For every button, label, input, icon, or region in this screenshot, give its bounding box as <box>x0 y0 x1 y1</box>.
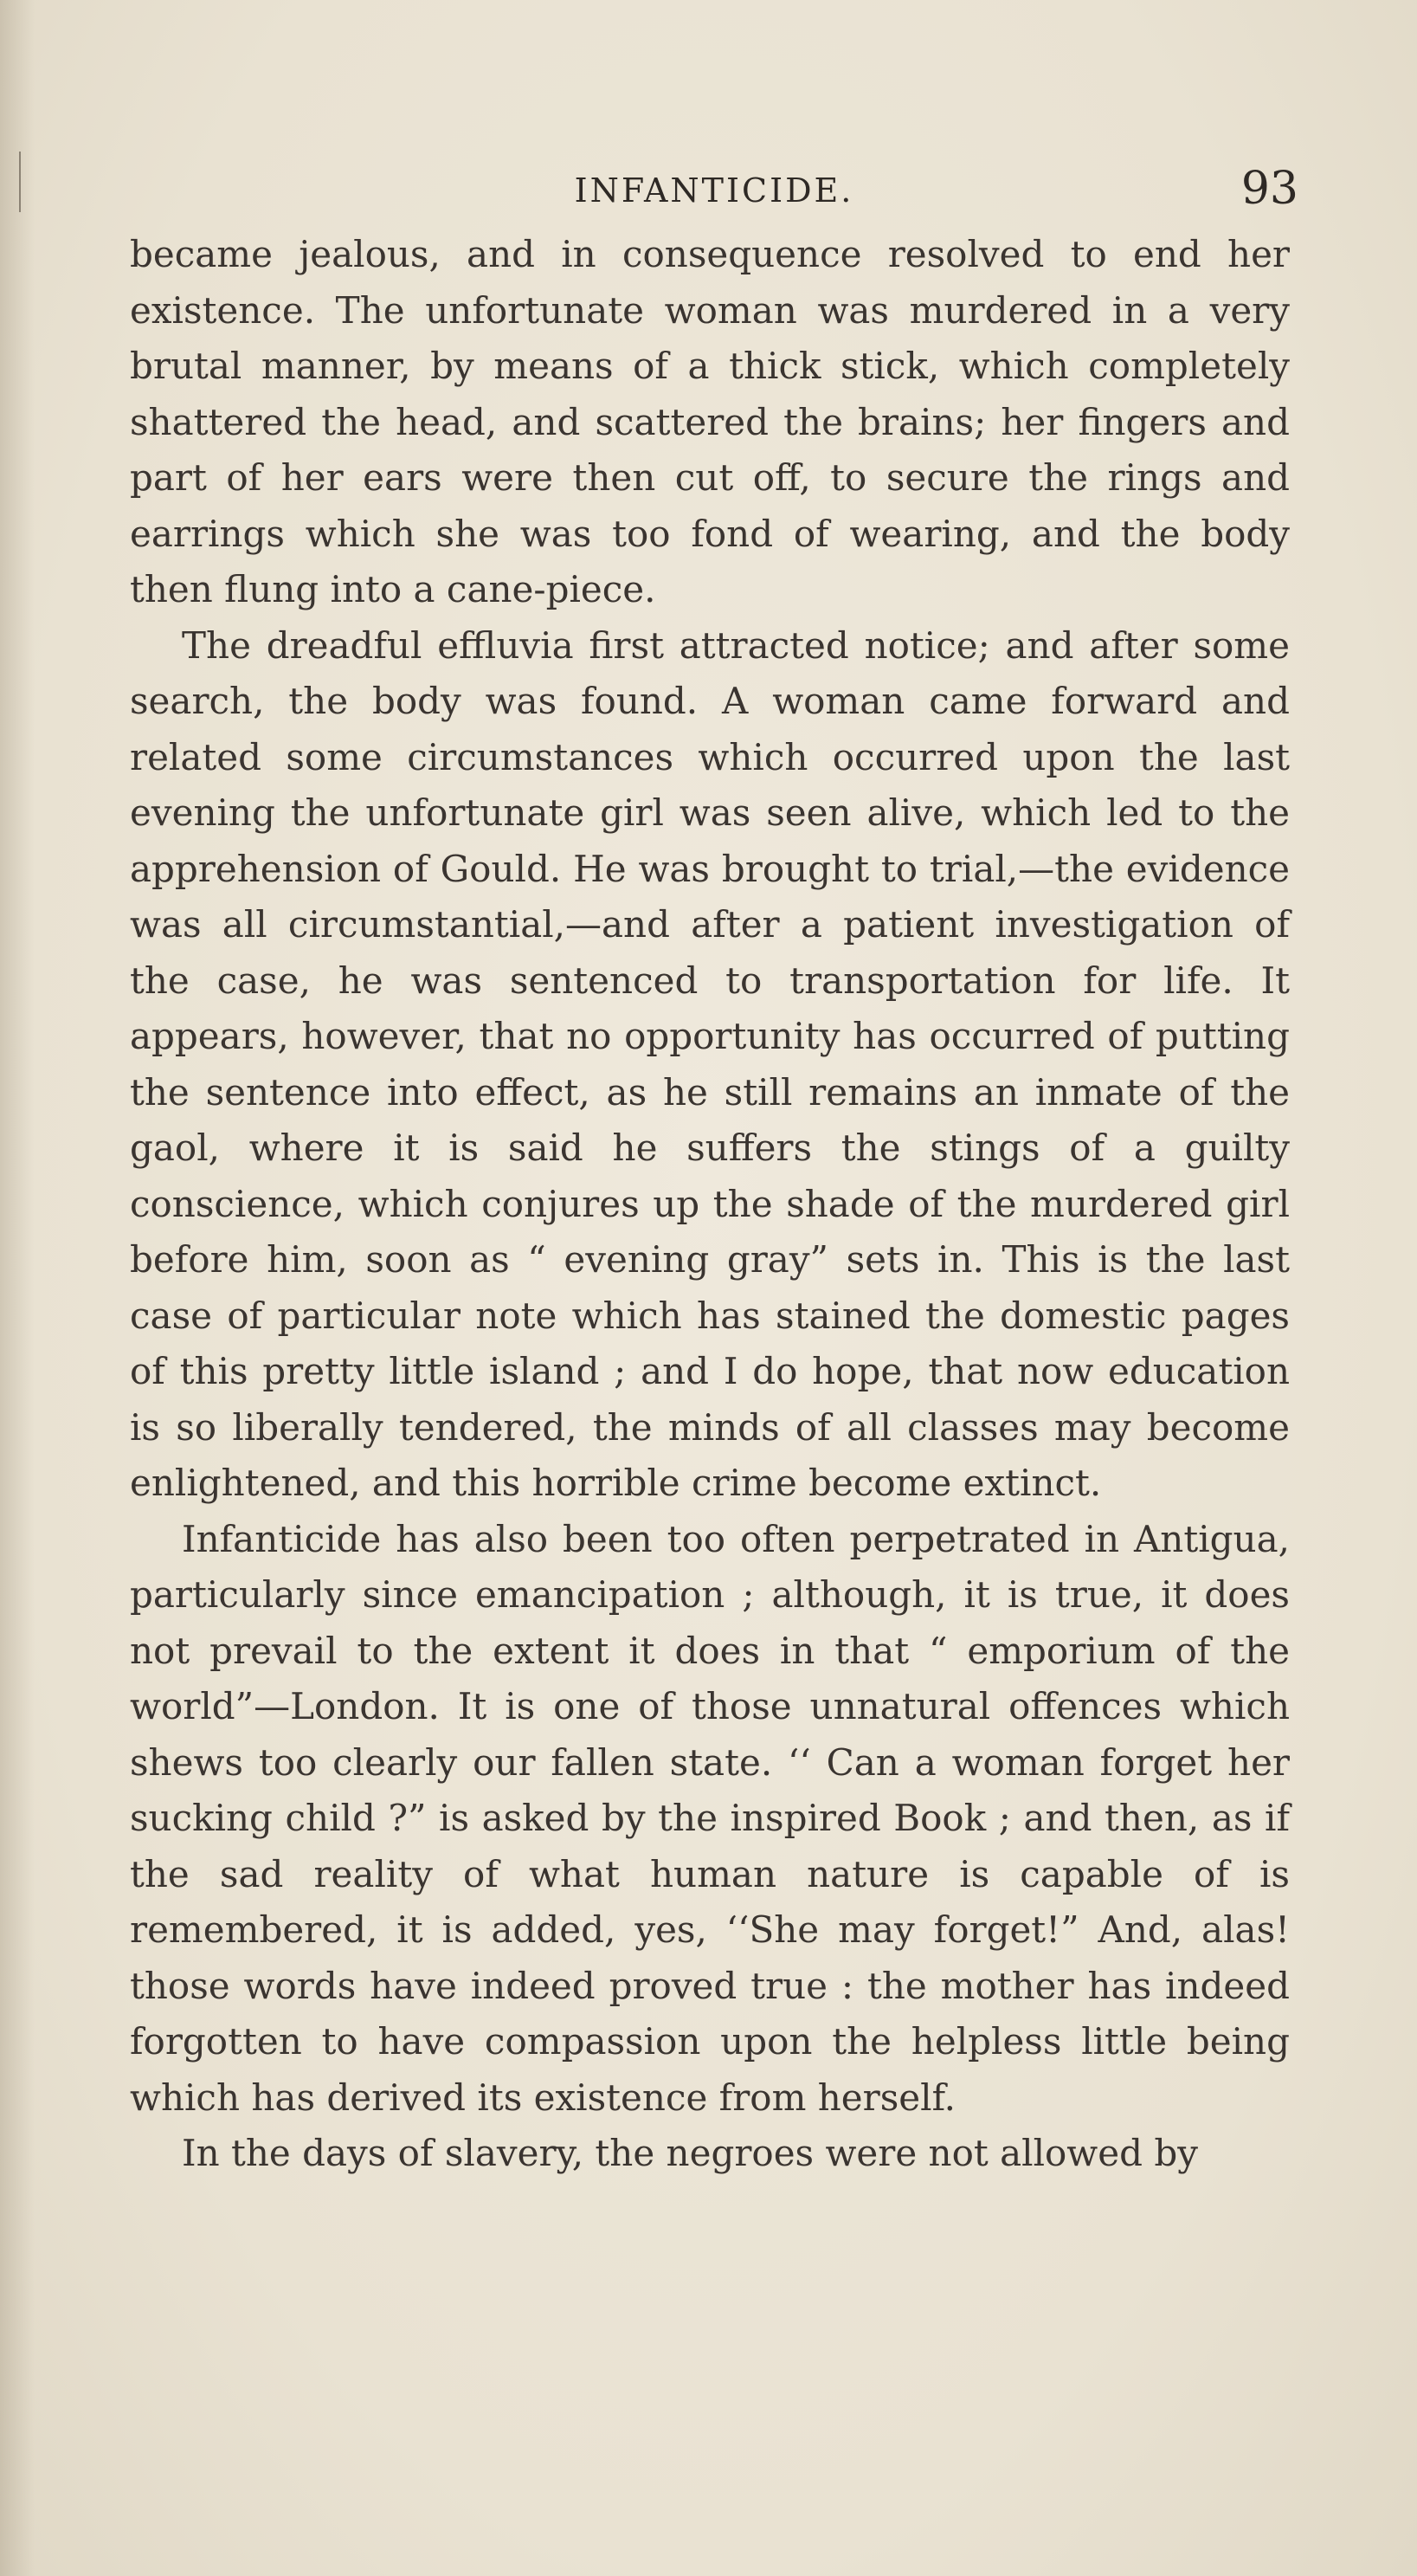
body-text <box>130 227 1290 2182</box>
page-header <box>130 163 1298 215</box>
page-number: 93 <box>1240 163 1298 215</box>
gutter-shadow <box>0 0 35 2576</box>
gutter-mark <box>19 152 21 212</box>
paragraph-4: In the days of slavery, the negroes were not allowed by <box>182 2132 1198 2174</box>
paragraph-3: Infanticide has also been too often perpetrated in Antigua, particularly since emancipation ; although, it is true, it does not prevail to the extent it does in that “ emporium of the world”—London. It is one of those unnatural offences which shews too clearly our fallen state. ‘‘ Can a woman forget her sucking child ?” is asked by the inspired Book ; and then, as if the sad reality of what human nature is capable of is remembered, it is added, yes, ‘‘She may forget!” And, alas! those words have indeed proved true : the mother has indeed forgotten to have compassion upon the helpless little being which has derived its existence from herself. <box>130 1517 1290 2119</box>
running-head: INFANTICIDE. <box>574 171 854 210</box>
paragraph-2: The dreadful effluvia first attracted notice; and after some search, the body was found. A woman came forward and related some circumstances which occurred upon the last evening the unfortunate girl was seen alive, which led to the apprehension of Gould. He was brought to trial,—the evidence was all circumstantial,—and after a patient investigation of the case, he was sentenced to transportation for life. It appears, however, that no opportunity has occurred of putting the sentence into effect, as he still remains an inmate of the gaol, where it is said he suffers the stings of a guilty conscience, which conjures up the shade of the murdered girl before him, soon as “ evening gray” sets in. This is the last case of particular note which has stained the domestic pages of this pretty little island ; and I do hope, that now education is so liberally tendered, the minds of all classes may become enlightened, and this horrible crime become extinct. <box>130 623 1290 1504</box>
paragraph-1: became jealous, and in consequence resolved to end her existence. The unfortunate woman was murdered in a very brutal manner, by means of a thick stick, which completely shattered the head, and scattered the brains; her fingers and part of her ears were then cut off, to secure the rings and earrings which she was too fond of wearing, and the body then flung into a cane-piece. <box>130 233 1290 610</box>
